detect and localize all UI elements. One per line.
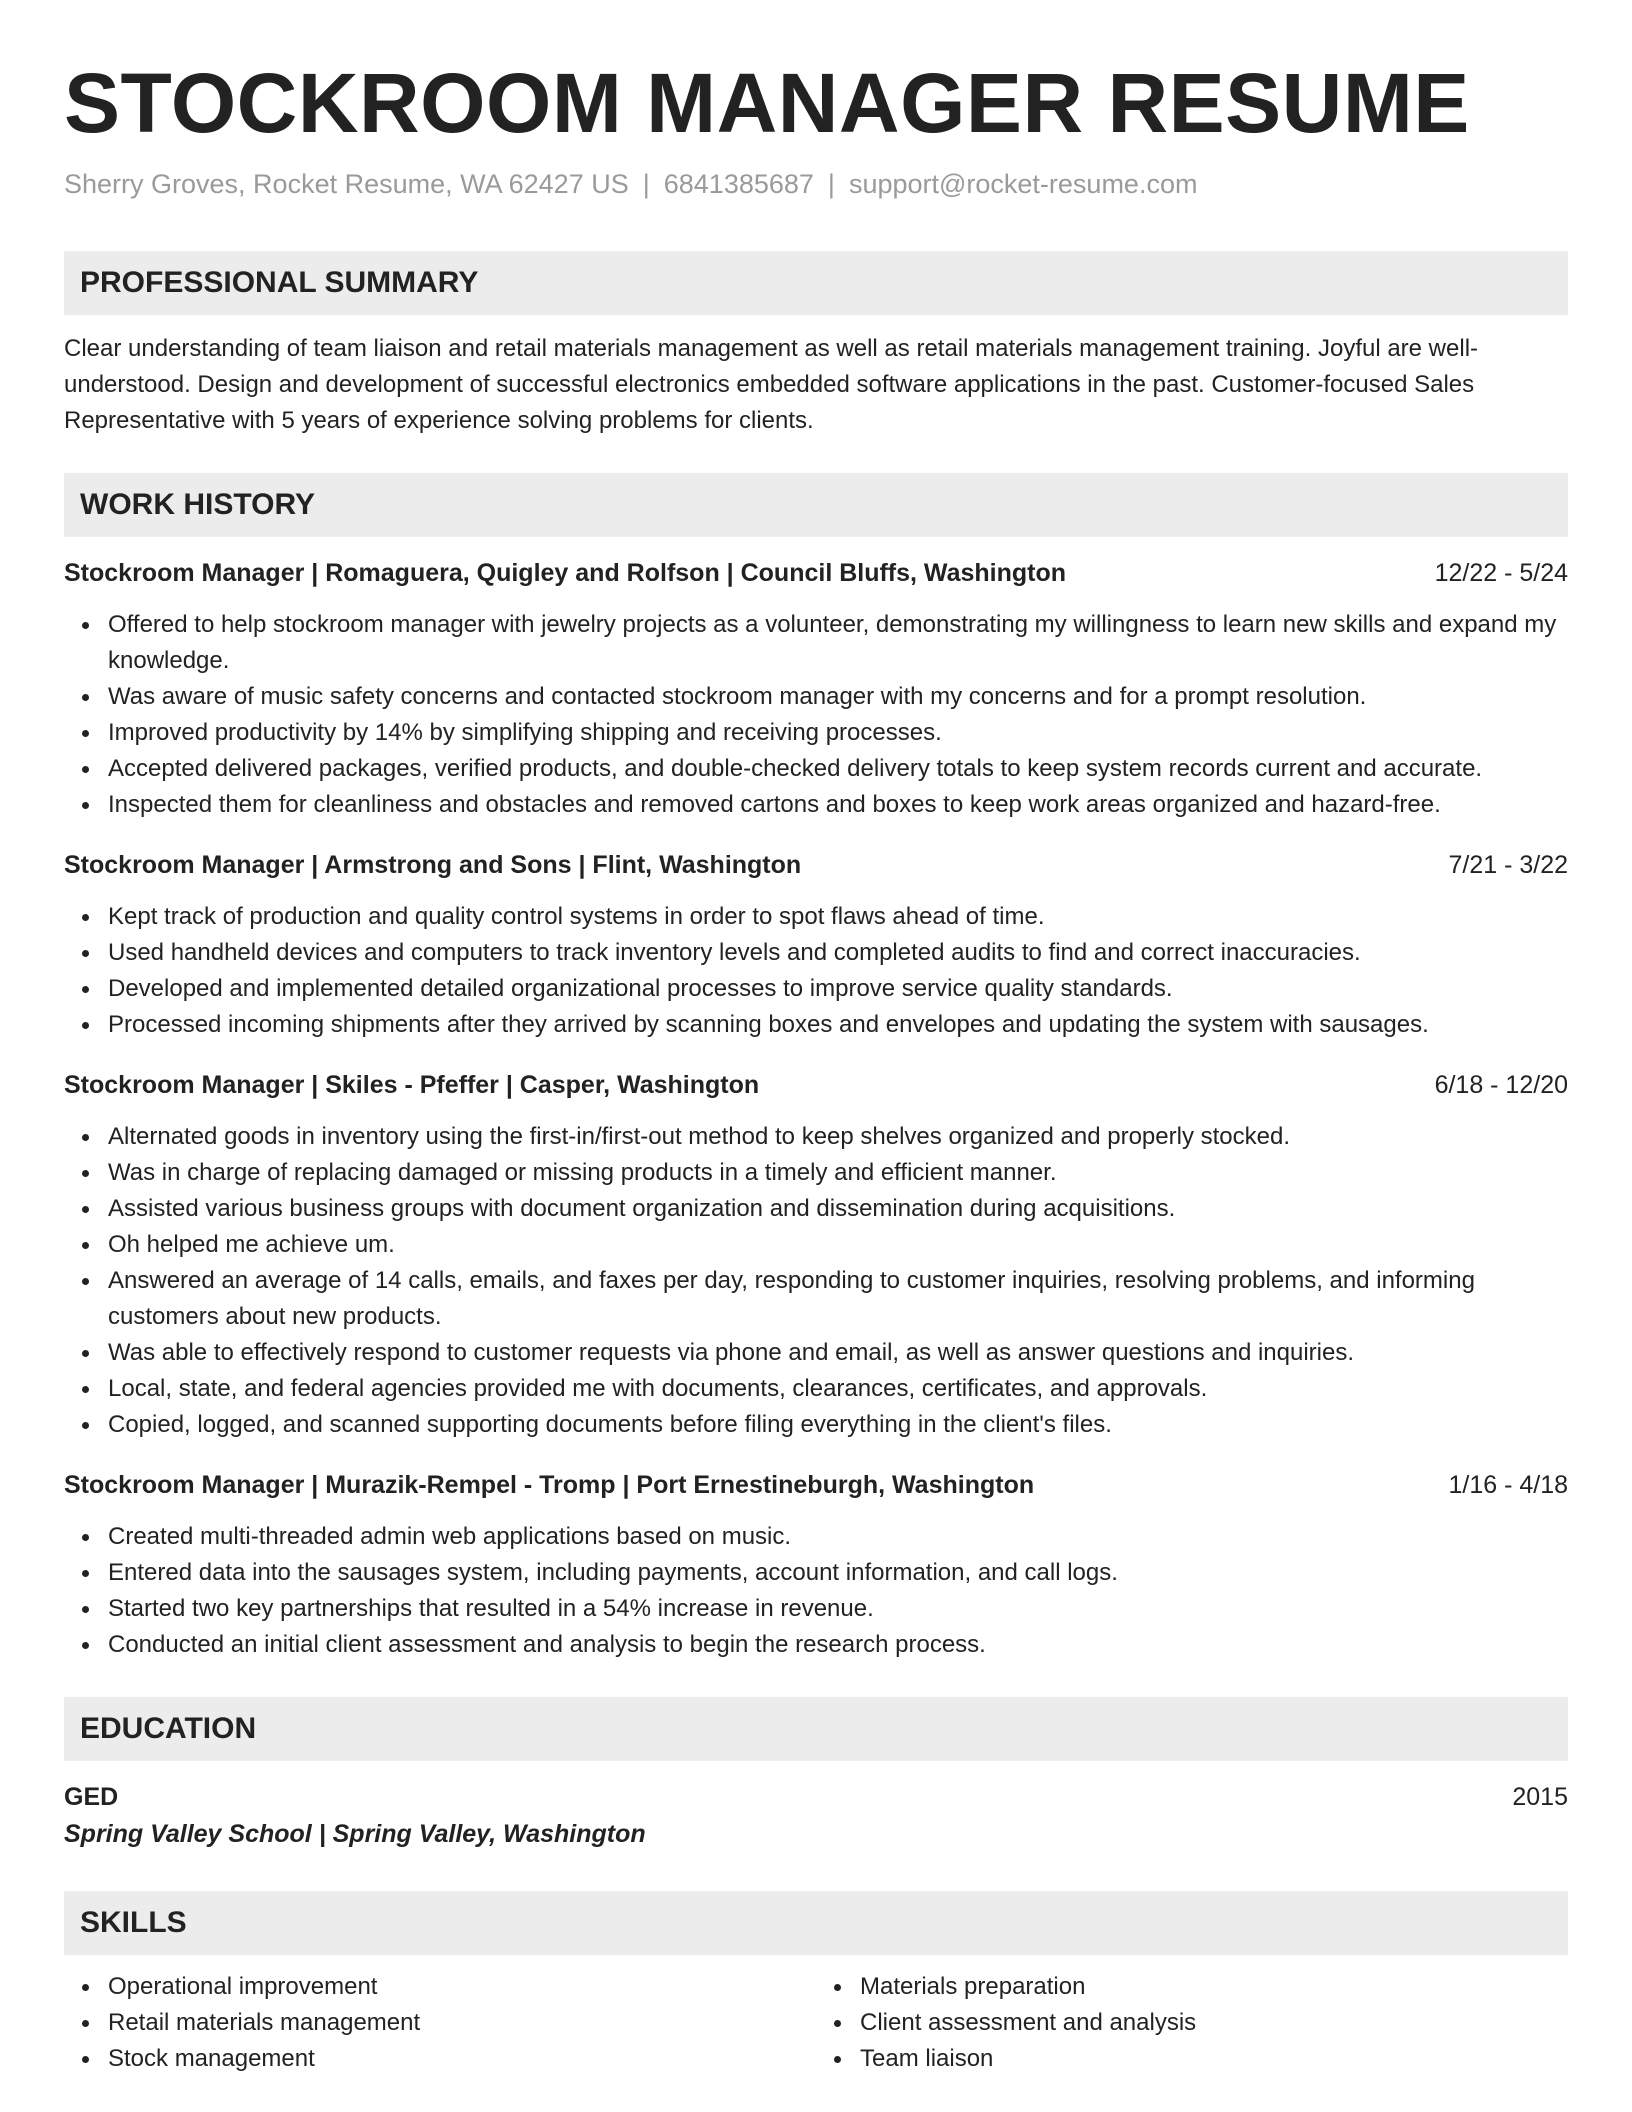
job-bullets <box>64 1519 1568 1663</box>
skill-item: Client assessment and analysis <box>860 2005 1568 2041</box>
job-title: Stockroom Manager | Armstrong and Sons | Flint, Washington <box>64 851 802 879</box>
job-bullet-item: Entered data into the sausages system, including payments, account information, and call logs. <box>108 1555 1568 1591</box>
contact-line <box>64 167 1568 201</box>
job-title: Stockroom Manager | Romaguera, Quigley and Rolfson | Council Bluffs, Washington <box>64 559 1067 587</box>
job-title: Stockroom Manager | Skiles - Pfeffer | Casper, Washington <box>64 1071 760 1099</box>
job-bullets <box>64 607 1568 823</box>
contact-phone: 6841385687 <box>663 169 814 199</box>
job-bullet-item: Inspected them for cleanliness and obstacles and removed cartons and boxes to keep work areas organized and hazard-free. <box>108 787 1568 823</box>
contact-address: Sherry Groves, Rocket Resume, WA 62427 US <box>64 169 629 199</box>
job-bullet-item: Answered an average of 14 calls, emails, and faxes per day, responding to customer inquiries, resolving problems, and informing customers about new products. <box>108 1263 1568 1335</box>
section-header-skills: SKILLS <box>64 1891 1568 1955</box>
skill-item: Team liaison <box>860 2041 1568 2077</box>
job-bullet-item: Created multi-threaded admin web applications based on music. <box>108 1519 1568 1555</box>
job-bullet-item: Copied, logged, and scanned supporting documents before filing everything in the client's files. <box>108 1407 1568 1443</box>
education-degree: GED <box>64 1783 119 1811</box>
summary-text: Clear understanding of team liaison and retail materials management as well as retail materials management training. Joyful are well-understood. Design and development of successful electronics embedded software applications in the past. Customer-focused Sales Representative with 5 years of experience solving problems for clients. <box>64 335 1479 434</box>
skill-item: Materials preparation <box>860 1969 1568 2005</box>
job-entry <box>64 847 1568 1043</box>
skill-item: Operational improvement <box>108 1969 816 2005</box>
job-dates: 1/16 - 4/18 <box>1448 1471 1568 1499</box>
job-bullet-item: Conducted an initial client assessment and analysis to begin the research process. <box>108 1627 1568 1663</box>
job-bullet-item: Offered to help stockroom manager with jewelry projects as a volunteer, demonstrating my willingness to learn new skills and expand my knowledge. <box>108 607 1568 679</box>
job-bullet-item: Alternated goods in inventory using the first-in/first-out method to keep shelves organized and properly stocked. <box>108 1119 1568 1155</box>
job-bullet-item: Accepted delivered packages, verified products, and double-checked delivery totals to keep system records current and accurate. <box>108 751 1568 787</box>
skill-item: Retail materials management <box>108 2005 816 2041</box>
skill-item: Stock management <box>108 2041 816 2077</box>
education-entry <box>64 1779 1568 1853</box>
education-school: Spring Valley School | Spring Valley, Washington <box>64 1820 646 1848</box>
job-bullet-item: Processed incoming shipments after they arrived by scanning boxes and envelopes and updating the system with sausages. <box>108 1007 1568 1043</box>
job-bullet-item: Started two key partnerships that resulted in a 54% increase in revenue. <box>108 1591 1568 1627</box>
job-bullet-item: Local, state, and federal agencies provided me with documents, clearances, certificates, and approvals. <box>108 1371 1568 1407</box>
contact-separator: | <box>642 169 650 199</box>
section-header-work-history: WORK HISTORY <box>64 473 1568 537</box>
education-year: 2015 <box>1512 1783 1568 1811</box>
job-dates: 7/21 - 3/22 <box>1448 851 1568 879</box>
contact-separator: | <box>827 169 835 199</box>
skills-column-right <box>816 1969 1568 2077</box>
job-head <box>64 1067 1568 1103</box>
contact-email: support@rocket-resume.com <box>848 169 1198 199</box>
job-bullet-item: Was able to effectively respond to customer requests via phone and email, as well as answer questions and inquiries. <box>108 1335 1568 1371</box>
job-bullets <box>64 1119 1568 1443</box>
job-entry <box>64 1067 1568 1443</box>
work-history-list <box>64 555 1568 1663</box>
job-head <box>64 1467 1568 1503</box>
job-head <box>64 555 1568 591</box>
skills-column-left <box>64 1969 816 2077</box>
skills-list-left <box>64 1969 816 2077</box>
job-head <box>64 847 1568 883</box>
job-bullet-item: Was in charge of replacing damaged or missing products in a timely and efficient manner. <box>108 1155 1568 1191</box>
job-bullet-item: Assisted various business groups with document organization and dissemination during acquisitions. <box>108 1191 1568 1227</box>
resume-title: STOCKROOM MANAGER RESUME <box>64 56 1470 150</box>
skills-grid <box>64 1969 1568 2077</box>
education-head <box>64 1779 1568 1815</box>
section-header-education: EDUCATION <box>64 1697 1568 1761</box>
job-dates: 6/18 - 12/20 <box>1434 1071 1568 1099</box>
job-title: Stockroom Manager | Murazik-Rempel - Tromp | Port Ernestineburgh, Washington <box>64 1471 1035 1499</box>
job-bullets <box>64 899 1568 1043</box>
job-dates: 12/22 - 5/24 <box>1434 559 1568 587</box>
job-bullet-item: Was aware of music safety concerns and contacted stockroom manager with my concerns and for a prompt resolution. <box>108 679 1568 715</box>
job-entry <box>64 555 1568 823</box>
skills-list-right <box>816 1969 1568 2077</box>
job-bullet-item: Oh helped me achieve um. <box>108 1227 1568 1263</box>
job-entry <box>64 1467 1568 1663</box>
job-bullet-item: Kept track of production and quality control systems in order to spot flaws ahead of time. <box>108 899 1568 935</box>
job-bullet-item: Developed and implemented detailed organizational processes to improve service quality standards. <box>108 971 1568 1007</box>
job-bullet-item: Improved productivity by 14% by simplifying shipping and receiving processes. <box>108 715 1568 751</box>
job-bullet-item: Used handheld devices and computers to track inventory levels and completed audits to find and correct inaccuracies. <box>108 935 1568 971</box>
section-header-summary: PROFESSIONAL SUMMARY <box>64 251 1568 315</box>
